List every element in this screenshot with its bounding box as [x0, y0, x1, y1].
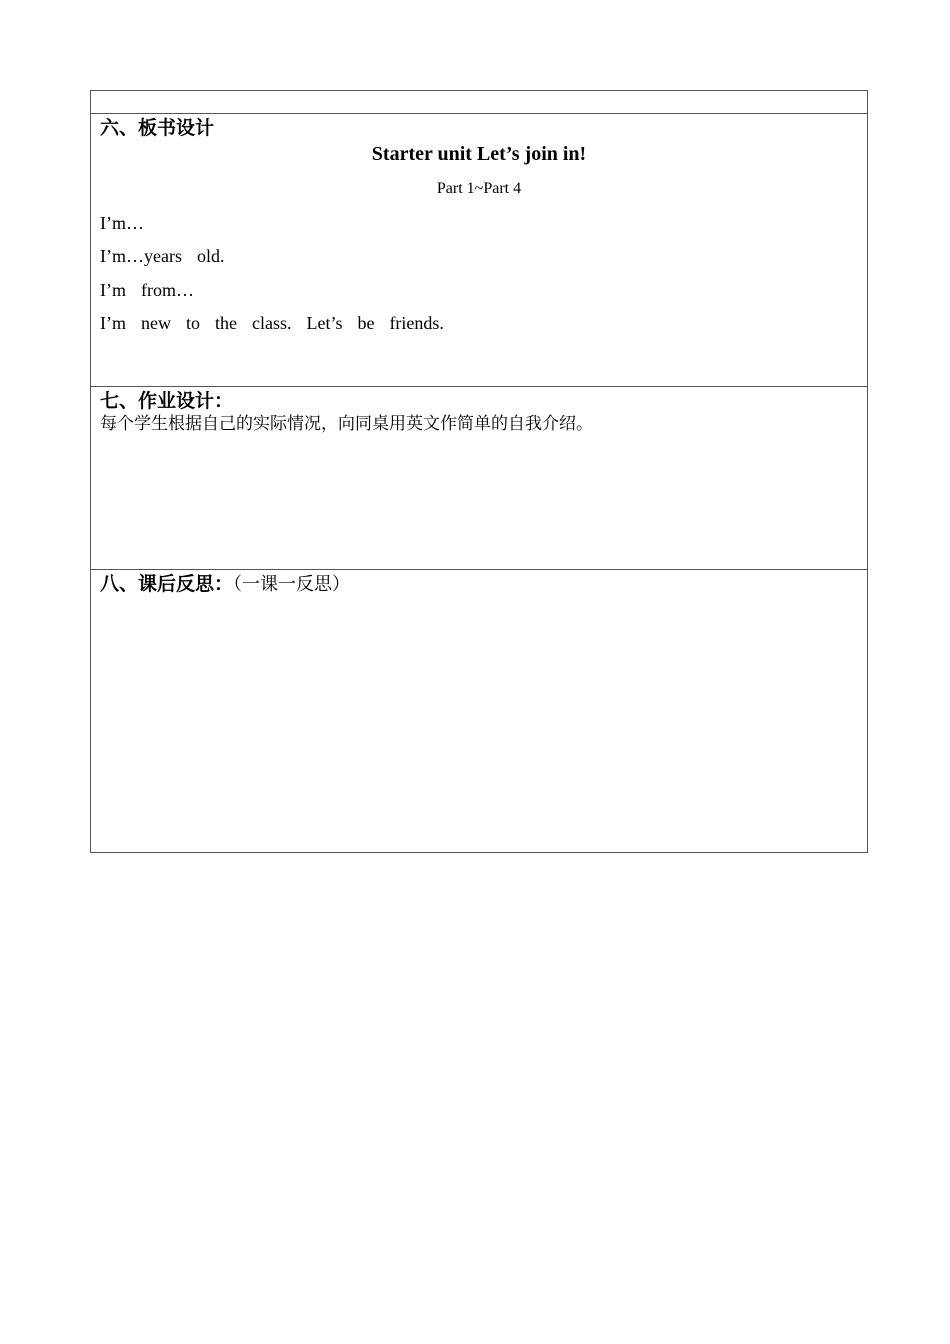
- board-design-heading: 六、板书设计: [100, 117, 215, 139]
- homework-heading: 七、作业设计：: [100, 390, 234, 412]
- board-design-section: [91, 114, 867, 387]
- board-title: Starter unit Let’s join in!: [371, 143, 587, 165]
- board-line: I’m…years old.: [100, 246, 225, 266]
- reflection-note: （一课一反思）: [233, 574, 351, 595]
- board-line: I’m…: [100, 213, 144, 233]
- homework-content: 每个学生根据自己的实际情况，向同桌用英文作简单的自我介绍。: [100, 414, 593, 434]
- reflection-heading-line: [100, 572, 350, 597]
- board-line: I’m from…: [100, 280, 194, 300]
- lesson-plan-table: [90, 90, 868, 853]
- board-subtitle: Part 1~Part 4: [436, 180, 522, 197]
- board-line: I’m new to the class. Let’s be friends.: [100, 313, 444, 333]
- homework-section: [91, 387, 867, 570]
- reflection-heading: 八、课后反思：: [100, 573, 234, 595]
- table-header-row: [91, 91, 867, 114]
- reflection-section: [91, 570, 867, 853]
